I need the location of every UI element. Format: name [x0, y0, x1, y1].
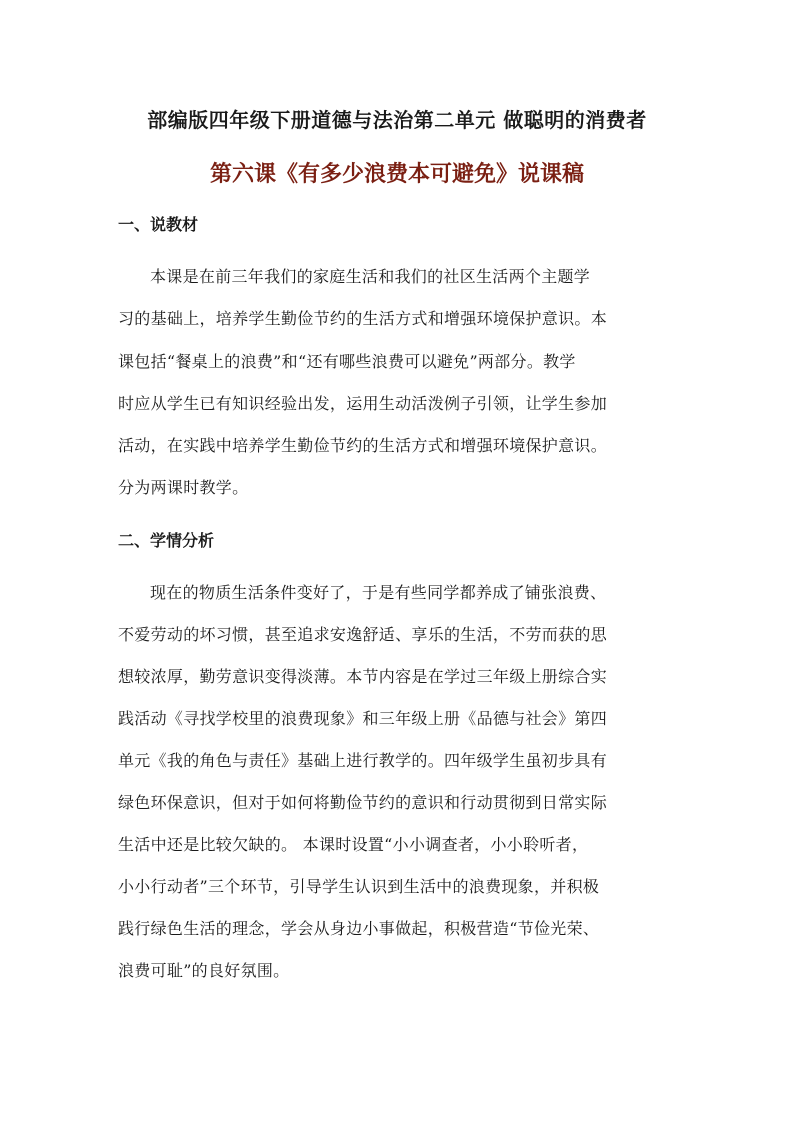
paragraph-line: 浪费可耻”的良好氛围。	[118, 961, 290, 980]
paragraph-line: 践行绿色生活的理念，学会从身边小事做起，积极营造“节俭光荣、	[118, 919, 600, 938]
paragraph-line: 想较浓厚，勤劳意识变得淡薄。本节内容是在学过三年级上册综合实	[118, 667, 608, 686]
paragraph-line: 本课是在前三年我们的家庭生活和我们的社区生活两个主题学	[150, 267, 591, 286]
paragraph-line: 绿色环保意识，但对于如何将勤俭节约的意识和行动贯彻到日常实际	[118, 793, 608, 812]
paragraph-line: 生活中还是比较欠缺的。 本课时设置“小小调查者，小小聆听者，	[118, 835, 589, 854]
paragraph-line: 习的基础上，培养学生勤俭节约的生活方式和增强环境保护意识。本	[118, 309, 608, 328]
paragraph-line: 不爱劳动的坏习惯，甚至追求安逸舒适、享乐的生活，不劳而获的思	[118, 625, 608, 644]
paragraph-line: 小小行动者”三个环节，引导学生认识到生活中的浪费现象，并积极	[118, 877, 600, 896]
paragraph-line: 分为两课时教学。	[118, 478, 249, 497]
paragraph-line: 现在的物质生活条件变好了，于是有些同学都养成了铺张浪费、	[150, 583, 607, 602]
paragraph-line: 单元《我的角色与责任》基础上进行教学的。四年级学生虽初步具有	[118, 751, 608, 770]
paragraph-line: 课包括“餐桌上的浪费”和“还有哪些浪费可以避免”两部分。教学	[118, 352, 576, 371]
document-title: 部编版四年级下册道德与法治第二单元 做聪明的消费者	[147, 108, 647, 132]
document-subtitle: 第六课《有多少浪费本可避免》说课稿	[209, 161, 584, 187]
paragraph-line: 活动，在实践中培养学生勤俭节约的生活方式和增强环境保护意识。	[118, 436, 608, 455]
paragraph-line: 践活动《寻找学校里的浪费现象》和三年级上册《品德与社会》第四	[118, 709, 608, 728]
section-heading-textbook: 一、说教材	[118, 215, 199, 234]
paragraph-line: 时应从学生已有知识经验出发，运用生动活泼例子引领，让学生参加	[118, 394, 608, 413]
section-heading-learner-analysis: 二、学情分析	[118, 531, 215, 550]
